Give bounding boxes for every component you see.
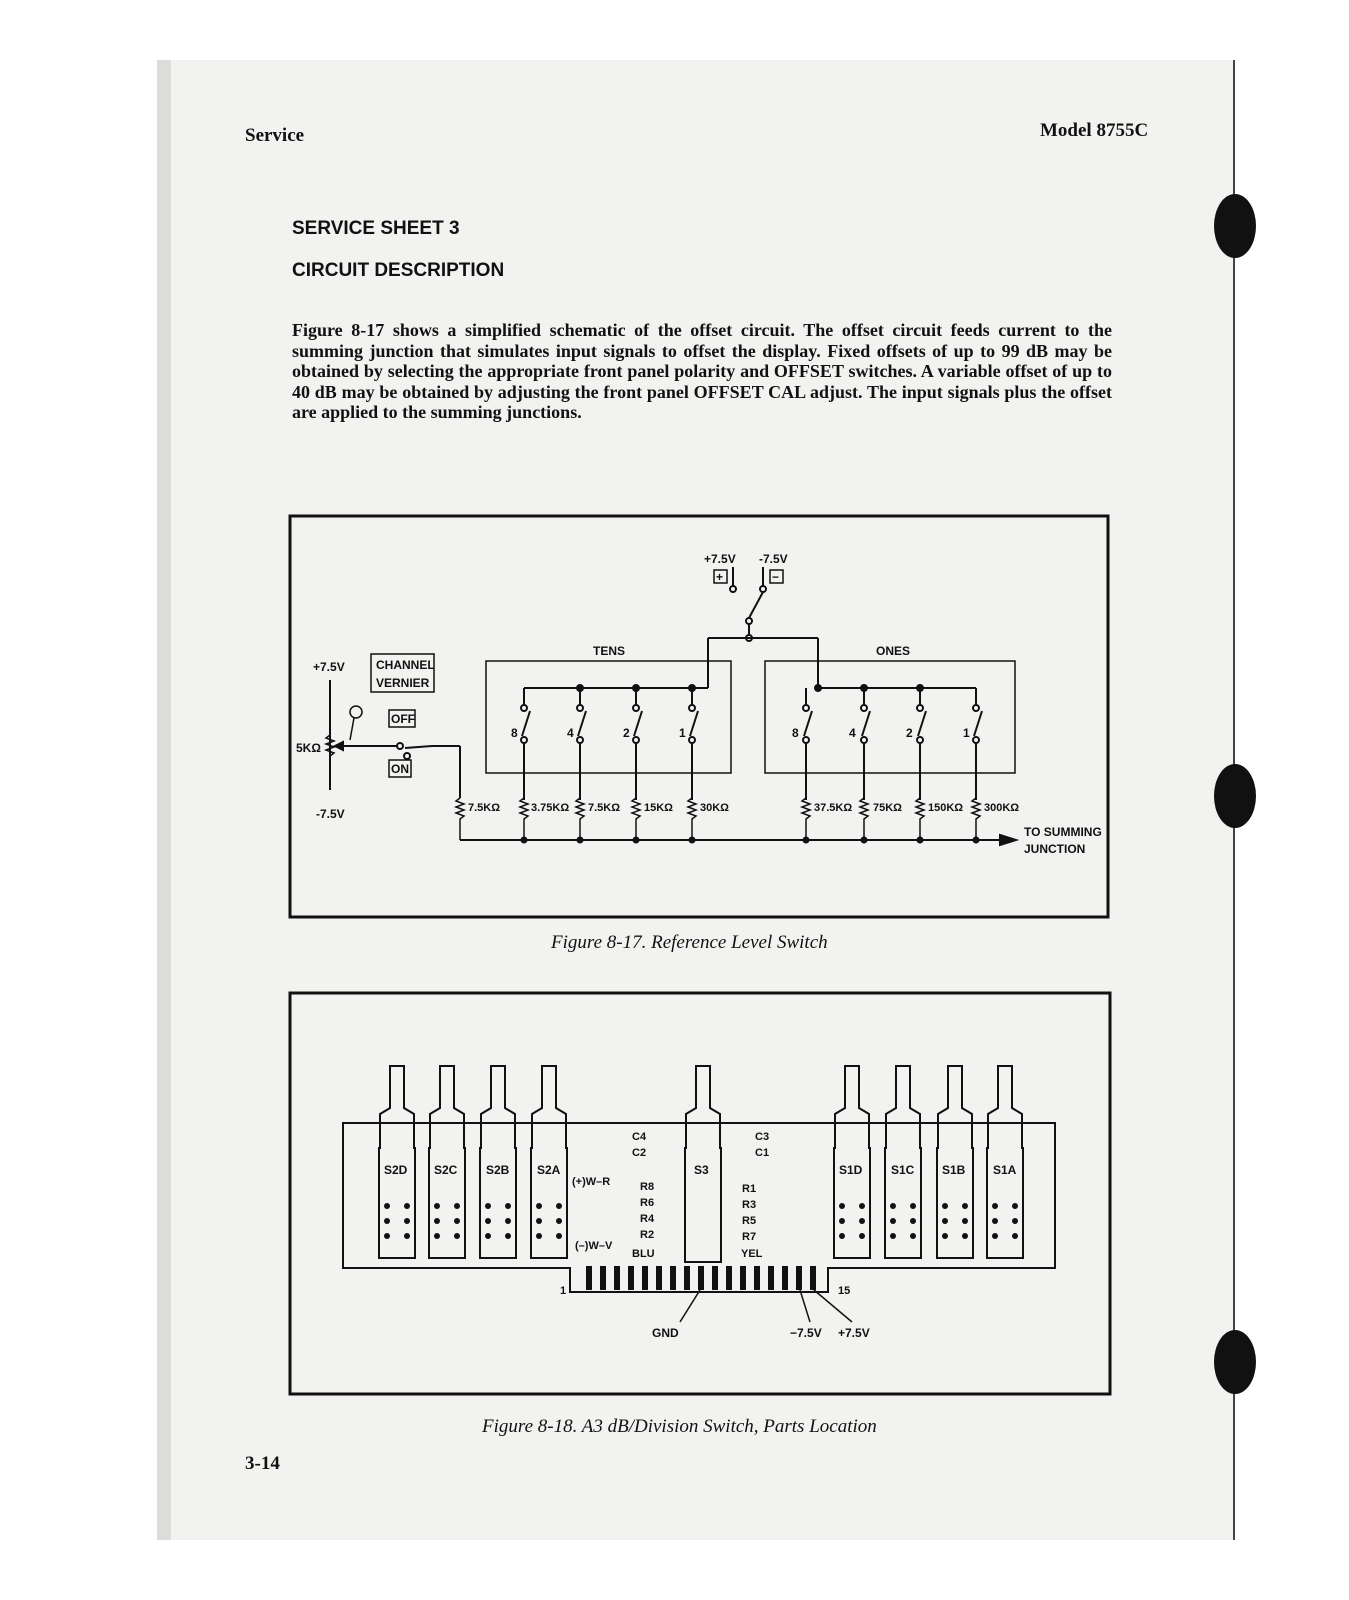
switch-digit: 2 <box>623 726 630 740</box>
pos-supply-label: +7.5V <box>838 1326 870 1340</box>
switch-label: S2A <box>537 1163 561 1177</box>
off-label: OFF <box>391 712 415 726</box>
edge-connector <box>586 1266 816 1290</box>
switch-digit: 8 <box>792 726 799 740</box>
tens-label: TENS <box>593 644 626 658</box>
solder-pad <box>839 1218 845 1224</box>
solder-pad <box>910 1233 916 1239</box>
component-label: C4 <box>632 1131 647 1143</box>
output-label: JUNCTION <box>1024 842 1086 856</box>
figure-8-17-caption: Figure 8-17. Reference Level Switch <box>551 932 828 953</box>
solder-pad <box>890 1203 896 1209</box>
solder-pad <box>942 1233 948 1239</box>
figure-8-18-caption: Figure 8-18. A3 dB/Division Switch, Parts Location <box>482 1416 877 1437</box>
switch-label: S1B <box>942 1163 966 1177</box>
solder-pad <box>556 1233 562 1239</box>
solder-pad <box>454 1233 460 1239</box>
component-label: R1 <box>742 1183 757 1195</box>
switch-body <box>379 1066 415 1258</box>
solder-pad <box>404 1218 410 1224</box>
switch-body <box>937 1066 973 1258</box>
component-label: R6 <box>640 1197 655 1209</box>
solder-pad <box>404 1233 410 1239</box>
wire-label: (+)W–R <box>572 1176 611 1188</box>
component-label: R5 <box>742 1215 757 1227</box>
component-label: C2 <box>632 1147 647 1159</box>
switch-body <box>429 1066 465 1258</box>
tens-switches <box>521 688 698 800</box>
solder-pad <box>1012 1233 1018 1239</box>
wire-label: (–)W–V <box>575 1240 613 1252</box>
solder-pad <box>962 1203 968 1209</box>
vernier-label: VERNIER <box>376 676 430 690</box>
solder-pad <box>890 1233 896 1239</box>
switch-digit: 1 <box>963 726 970 740</box>
switch-label: S2B <box>486 1163 510 1177</box>
on-label: ON <box>391 762 409 776</box>
switch-digit: 1 <box>679 726 686 740</box>
ones-switches <box>803 688 982 800</box>
switch-digit: 2 <box>906 726 913 740</box>
switch-label: S3 <box>694 1163 709 1177</box>
body-text: shows a simplified schematic of the offset circuit. The offset circuit feeds current to the summing junction that simulates input signals to offset the display. Fixed offsets of up to 99 dB may be obtained by selecting the appropriate front panel polarity and OFFSET switches. A variable offset of up to 40 dB may be obtained by adjusting the front panel OFFSET CAL adjust. The input signals plus the offset are applied to the summing junctions. <box>292 320 1113 422</box>
section-heading: CIRCUIT DESCRIPTION <box>292 260 505 281</box>
solder-pad <box>434 1218 440 1224</box>
solder-pad <box>384 1203 390 1209</box>
wire-label: BLU <box>632 1248 655 1260</box>
solder-pad <box>859 1218 865 1224</box>
solder-pad <box>485 1203 491 1209</box>
solder-pad <box>454 1218 460 1224</box>
solder-pad <box>1012 1218 1018 1224</box>
header-section: Service <box>245 125 305 146</box>
pin-label: 15 <box>838 1285 851 1297</box>
resistor-label: 300KΩ <box>984 802 1020 814</box>
solder-pad <box>505 1233 511 1239</box>
solder-pad <box>485 1233 491 1239</box>
solder-pad <box>536 1203 542 1209</box>
solder-pad <box>962 1233 968 1239</box>
resistor-label: 15KΩ <box>644 802 673 814</box>
switch-body <box>987 1066 1023 1258</box>
solder-pad <box>384 1218 390 1224</box>
solder-pad <box>404 1203 410 1209</box>
solder-pad <box>536 1233 542 1239</box>
solder-pad <box>505 1218 511 1224</box>
header-model: Model 8755C <box>1040 120 1149 141</box>
gnd-label: GND <box>652 1326 679 1340</box>
solder-pad <box>556 1203 562 1209</box>
solder-pad <box>839 1233 845 1239</box>
resistor-label: 150KΩ <box>928 802 964 814</box>
component-label: C1 <box>755 1147 770 1159</box>
minus-box-label: − <box>772 570 780 584</box>
resistor-label: 30KΩ <box>700 802 729 814</box>
resistor-label: 75KΩ <box>873 802 902 814</box>
solder-pad <box>890 1218 896 1224</box>
solder-pad <box>384 1233 390 1239</box>
page-number: 3-14 <box>245 1453 280 1474</box>
solder-pad <box>556 1218 562 1224</box>
solder-pad <box>859 1233 865 1239</box>
resistor-label: 7.5KΩ <box>468 802 501 814</box>
solder-pad <box>859 1203 865 1209</box>
wire-label: YEL <box>741 1248 763 1260</box>
pos-supply-label: +7.5V <box>704 552 736 566</box>
solder-pad <box>434 1203 440 1209</box>
switch-label: S2C <box>434 1163 458 1177</box>
output-arrow-icon <box>1000 835 1016 845</box>
solder-pad <box>536 1218 542 1224</box>
pin-label: 1 <box>560 1285 567 1297</box>
switch-label: S1D <box>839 1163 863 1177</box>
component-label: R4 <box>640 1213 655 1225</box>
solder-pad <box>839 1203 845 1209</box>
solder-pad <box>962 1218 968 1224</box>
neg-supply-label: −7.5V <box>790 1326 822 1340</box>
sheet-title: SERVICE SHEET 3 <box>292 218 460 239</box>
solder-pad <box>1012 1203 1018 1209</box>
switch-digit: 4 <box>849 726 856 740</box>
switch-label: S1A <box>993 1163 1017 1177</box>
ones-switch-group <box>765 661 1015 773</box>
solder-pad <box>992 1233 998 1239</box>
component-label: C3 <box>755 1131 770 1143</box>
solder-pad <box>942 1218 948 1224</box>
component-label: R7 <box>742 1231 757 1243</box>
solder-pad <box>910 1218 916 1224</box>
resistor-label: 37.5KΩ <box>814 802 853 814</box>
solder-pad <box>485 1218 491 1224</box>
switch-digit: 8 <box>511 726 518 740</box>
plus-box-label: + <box>716 570 724 584</box>
switch-label: S2D <box>384 1163 408 1177</box>
component-label: R3 <box>742 1199 757 1211</box>
left-pos-supply: +7.5V <box>313 660 345 674</box>
output-label: TO SUMMING <box>1024 825 1102 839</box>
pot-label: 5KΩ <box>296 741 321 755</box>
switch-body <box>480 1066 516 1258</box>
solder-pad <box>992 1218 998 1224</box>
channel-label: CHANNEL <box>376 658 435 672</box>
component-label: R8 <box>640 1181 655 1193</box>
solder-pad <box>434 1233 440 1239</box>
switch-body <box>885 1066 921 1258</box>
figure-reference: Figure 8-17 <box>292 320 385 340</box>
solder-pad <box>910 1203 916 1209</box>
resistor-label: 7.5KΩ <box>588 802 621 814</box>
tens-switch-group <box>486 661 731 773</box>
solder-pad <box>505 1203 511 1209</box>
figure-8-18-parts-layout <box>290 993 1110 1394</box>
left-neg-supply: -7.5V <box>316 807 345 821</box>
solder-pad <box>992 1203 998 1209</box>
switch-digit: 4 <box>567 726 574 740</box>
resistor-label: 3.75KΩ <box>531 802 570 814</box>
solder-pad <box>942 1203 948 1209</box>
switch-body <box>834 1066 870 1258</box>
switch-label: S1C <box>891 1163 915 1177</box>
neg-supply-label: -7.5V <box>759 552 788 566</box>
solder-pad <box>454 1203 460 1209</box>
switch-body <box>531 1066 567 1258</box>
ones-label: ONES <box>876 644 911 658</box>
component-label: R2 <box>640 1229 655 1241</box>
